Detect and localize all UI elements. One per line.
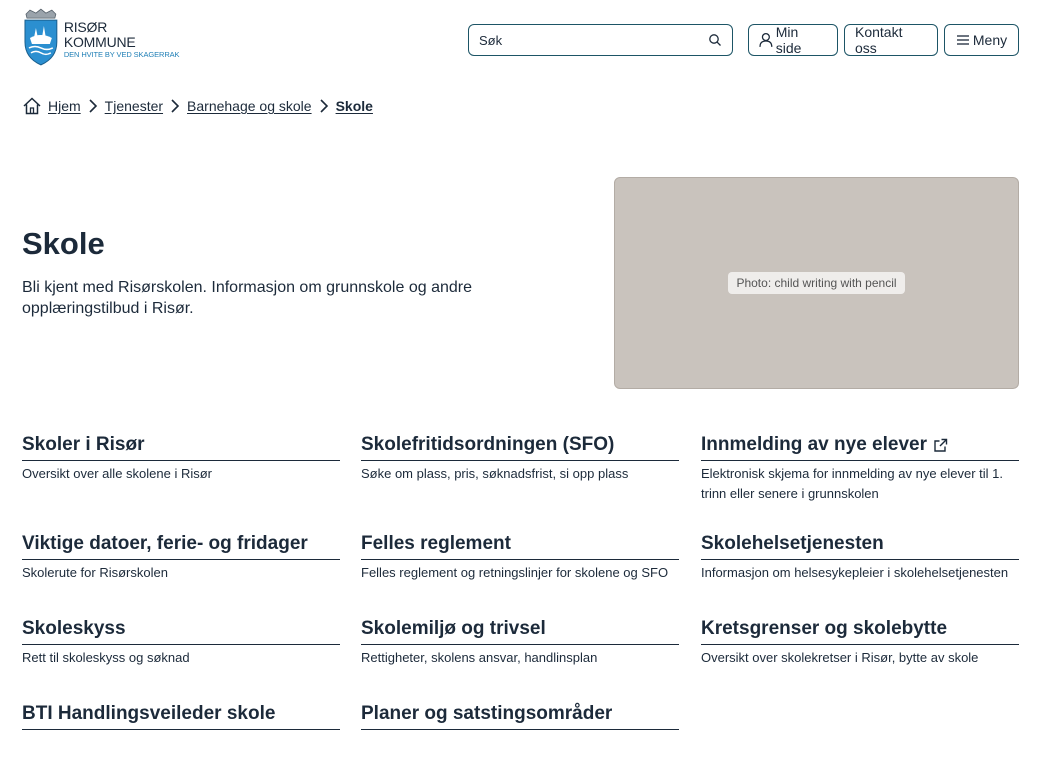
- card-title[interactable]: Skolemiljø og trivsel: [361, 618, 679, 645]
- min-side-label: Min side: [775, 24, 802, 56]
- card-description: Informasjon om helsesykepleier i skolehelsetjenesten: [701, 565, 1009, 580]
- logo-tagline: DEN HVITE BY VED SKAGERRAK: [63, 50, 180, 59]
- site-logo[interactable]: [22, 8, 182, 68]
- search-icon[interactable]: [708, 33, 722, 47]
- hero-image-label: Photo: child writing with pencil: [728, 272, 904, 294]
- site-header: [0, 0, 1047, 80]
- breadcrumb: [22, 96, 373, 116]
- card-description: Rettigheter, skolens ansvar, handlinsplan: [361, 650, 598, 665]
- breadcrumb-tjenester[interactable]: Tjenester: [104, 98, 164, 114]
- menu-label: Meny: [972, 32, 1008, 48]
- card-description: Søke om plass, pris, søknadsfrist, si opp plass: [361, 466, 629, 481]
- card-description: Skolerute for Risørskolen: [22, 565, 168, 580]
- card-sfo[interactable]: [361, 434, 679, 484]
- card-title[interactable]: Skolehelsetjenesten: [701, 533, 1019, 560]
- card-description: Oversikt over alle skolene i Risør: [22, 466, 212, 481]
- chevron-right-icon: [167, 98, 183, 114]
- card-title[interactable]: Kretsgrenser og skolebytte: [701, 618, 1019, 645]
- card-skoler-i-risor[interactable]: [22, 434, 340, 484]
- card-title[interactable]: Viktige datoer, ferie- og fridager: [22, 533, 340, 560]
- chevron-right-icon: [316, 98, 332, 114]
- kontakt-oss-label: Kontakt oss: [855, 24, 903, 56]
- page-description: Bli kjent med Risørskolen. Informasjon om grunnskole og andre opplæringstilbud i Risør.: [22, 279, 472, 317]
- kontakt-oss-button[interactable]: [844, 24, 938, 56]
- card-title[interactable]: Felles reglement: [361, 533, 679, 560]
- hero-image: [614, 177, 1019, 389]
- card-planer[interactable]: [361, 703, 679, 730]
- card-description: Elektronisk skjema for innmelding av nye elever til 1. trinn eller senere i grunnskolen: [701, 466, 1004, 501]
- card-skoleskyss[interactable]: [22, 618, 340, 668]
- min-side-button[interactable]: [748, 24, 838, 56]
- search-box[interactable]: [468, 24, 733, 56]
- card-innmelding[interactable]: [701, 434, 1019, 504]
- card-felles-reglement[interactable]: [361, 533, 679, 583]
- search-input[interactable]: [479, 33, 708, 48]
- menu-button[interactable]: [944, 24, 1019, 56]
- user-icon: [759, 32, 773, 48]
- card-description: Oversikt over skolekretser i Risør, bytte av skole: [701, 650, 979, 665]
- page-title: Skole: [22, 226, 105, 261]
- breadcrumb-current[interactable]: Skole: [335, 98, 373, 114]
- card-bti[interactable]: [22, 703, 340, 730]
- card-title[interactable]: Skolefritidsordningen (SFO): [361, 434, 679, 461]
- card-skolemiljo[interactable]: [361, 618, 679, 668]
- home-icon[interactable]: [22, 96, 42, 116]
- card-title[interactable]: Skoler i Risør: [22, 434, 340, 461]
- card-title-wrapper[interactable]: [701, 434, 1019, 461]
- hamburger-icon: [956, 34, 970, 46]
- breadcrumb-home[interactable]: Hjem: [48, 98, 81, 114]
- card-viktige-datoer[interactable]: [22, 533, 340, 583]
- card-description: Rett til skoleskyss og søknad: [22, 650, 190, 665]
- card-description: Felles reglement og retningslinjer for skolene og SFO: [361, 565, 669, 580]
- card-title[interactable]: BTI Handlingsveileder skole: [22, 703, 340, 730]
- card-title[interactable]: Innmelding av nye elever: [701, 434, 927, 455]
- card-title[interactable]: Planer og satstingsområder: [361, 703, 679, 730]
- logo-name: RISØR KOMMUNE: [63, 19, 136, 50]
- external-link-icon: [933, 438, 948, 453]
- coat-of-arms-icon: [22, 8, 60, 66]
- card-skolehelsetjenesten[interactable]: [701, 533, 1019, 583]
- card-title[interactable]: Skoleskyss: [22, 618, 340, 645]
- breadcrumb-barnehage-og-skole[interactable]: Barnehage og skole: [187, 98, 312, 114]
- card-kretsgrenser[interactable]: [701, 618, 1019, 668]
- chevron-right-icon: [85, 98, 101, 114]
